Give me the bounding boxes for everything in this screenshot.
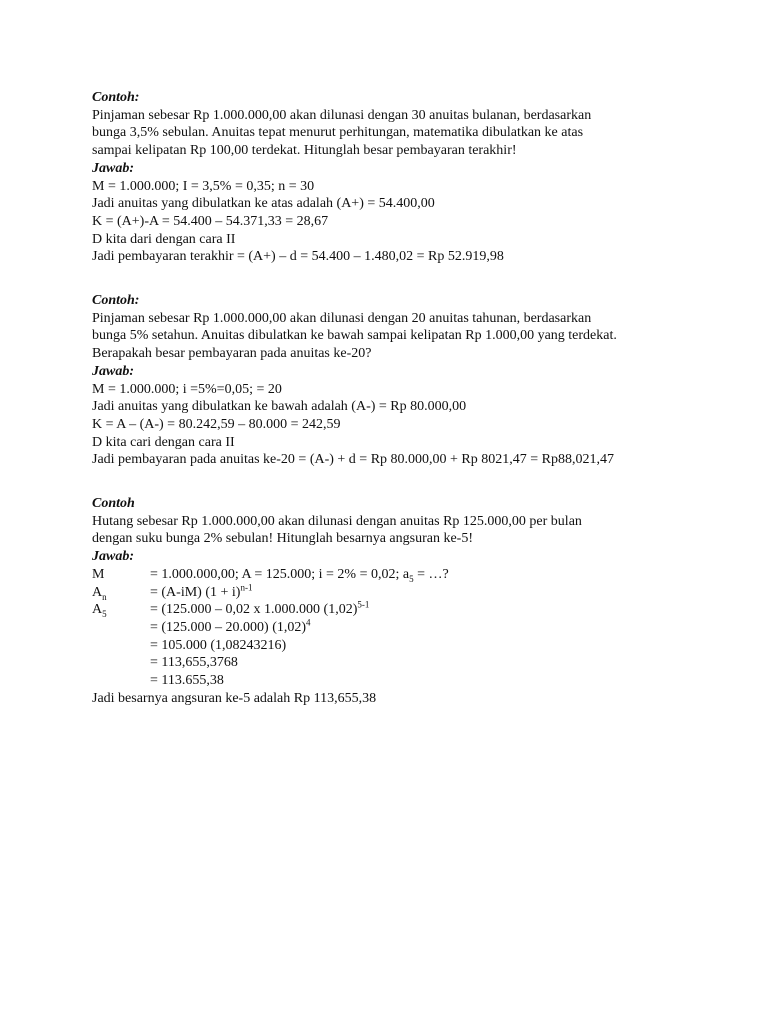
equation-continuation: = (125.000 – 20.000) $(1,02)^4$	[150, 617, 311, 635]
example-2-title: Contoh:	[92, 293, 140, 308]
example-1-title: Contoh:	[92, 90, 140, 105]
example-3-answer-label: Jawab:	[92, 549, 134, 565]
example-2-answer-line: Jadi pembayaran pada anuitas ke-20 = (A-) + d = Rp 80.000,00 + Rp 8021,47 = Rp88,021,47	[92, 452, 615, 468]
example-1-problem-line: bunga 3,5% sebulan. Anuitas tepat menurut perhitungan, matematika dibulatkan ke atas	[92, 125, 584, 141]
example-2	[92, 292, 692, 469]
equation-rhs: = (125.000 – 0,02 x 1.000.000 $(1,02)^{5-1}$	[150, 599, 370, 618]
equation-row	[92, 581, 692, 602]
example-1-answer-line: Jadi pembayaran terakhir = (A+) – d = 54.400 – 1.480,02 = Rp 52.919,98	[92, 249, 504, 265]
example-3-conclusion: Jadi besarnya angsuran ke-5 adalah Rp 113,655,38	[92, 690, 377, 706]
example-2-answer-line: K = A – (A-) = 80.242,59 – 80.000 = 242,59	[92, 416, 341, 432]
equation-row	[92, 566, 692, 584]
example-1-answer-line: M = 1.000.000; I = 3,5% = 0,35; n = 30	[92, 178, 315, 194]
example-2-problem-line: Berapakah besar pembayaran pada anuitas ke-20?	[92, 346, 372, 362]
example-1-problem-line: Pinjaman sebesar Rp 1.000.000,00 akan dilunasi dengan 30 anuitas bulanan, berdasarkan	[92, 107, 592, 123]
example-1-answer-label: Jawab:	[92, 160, 134, 176]
equation-continuation: = 105.000 (1,08243216)	[150, 637, 287, 653]
equation-rhs: = 1.000.000,00; A = 125.000; i = 2% = 0,02; $a_5$ = …?	[150, 566, 449, 584]
example-3	[92, 495, 692, 707]
example-3-problem-line: dengan suku bunga 2% sebulan! Hitunglah besarnya angsuran ke-5!	[92, 531, 474, 547]
equation-continuation: = 113.655,38	[150, 673, 224, 689]
example-1-problem-line: sampai kelipatan Rp 100,00 terdekat. Hitunglah besar pembayaran terakhir!	[92, 143, 517, 159]
example-2-answer-line: Jadi anuitas yang dibulatkan ke bawah adalah (A-) = Rp 80.000,00	[92, 399, 467, 415]
example-1	[92, 89, 692, 266]
example-2-answer-label: Jawab:	[92, 363, 134, 379]
equation-rhs: = (A-iM) $(1 + i)^{n-1}$	[150, 581, 253, 600]
example-2-problem-line: Pinjaman sebesar Rp 1.000.000,00 akan dilunasi dengan 20 anuitas tahunan, berdasarkan	[92, 310, 592, 326]
example-3-title: Contoh	[92, 496, 135, 511]
example-2-answer-line: D kita cari dengan cara II	[92, 434, 235, 450]
example-1-answer-line: D kita dari dengan cara II	[92, 231, 236, 247]
equation-lhs: M	[92, 566, 105, 582]
equation-lhs: $A_5$	[92, 602, 107, 620]
equation-row	[92, 601, 692, 619]
example-3-problem-line: Hutang sebesar Rp 1.000.000,00 akan dilunasi dengan anuitas Rp 125.000,00 per bulan	[92, 513, 582, 529]
example-1-answer-line: K = (A+)-A = 54.400 – 54.371,33 = 28,67	[92, 213, 329, 229]
example-2-answer-line: M = 1.000.000; i =5%=0,05; = 20	[92, 381, 282, 397]
example-1-answer-line: Jadi anuitas yang dibulatkan ke atas adalah (A+) = 54.400,00	[92, 196, 435, 212]
example-2-problem-line: bunga 5% setahun. Anuitas dibulatkan ke bawah sampai kelipatan Rp 1.000,00 yang terdekat.	[92, 328, 617, 344]
equation-lhs: $A_n$	[92, 584, 107, 602]
equation-continuation: = 113,655,3768	[150, 655, 238, 671]
